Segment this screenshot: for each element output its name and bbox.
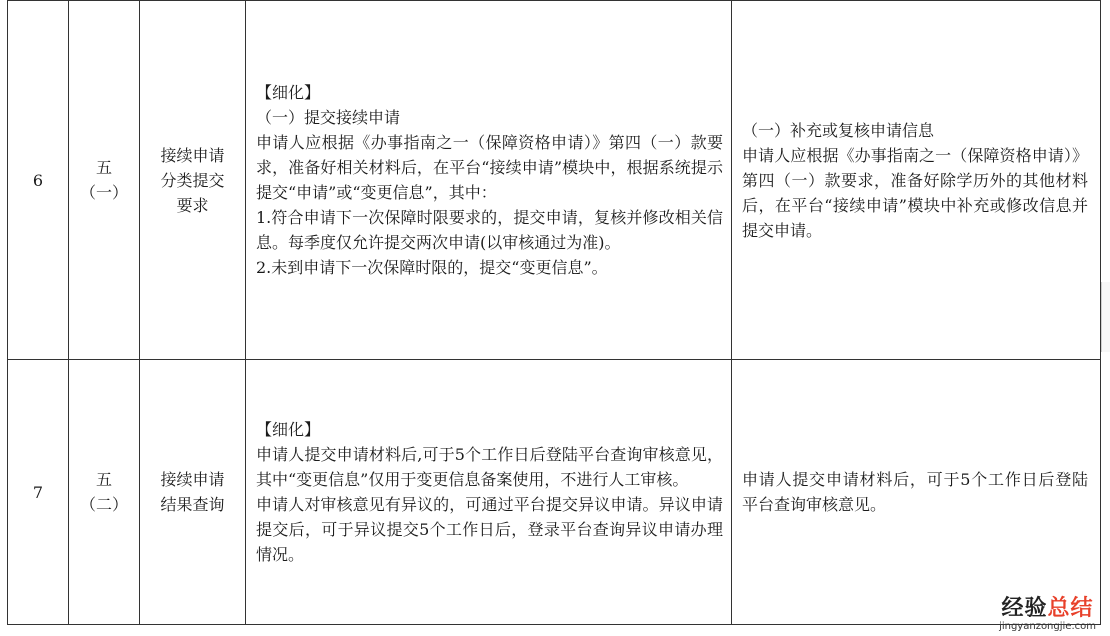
watermark-title [999,598,1096,620]
row-number: 6 [8,1,69,360]
revised-text-cell [246,1,732,360]
revised-paragraph: 申请人提交申请材料后,可于5个工作日后登陆平台查询审核意见，其中“变更信息”仅用于变更信息备案使用，不进行人工审核。 [256,445,723,489]
clause-title-line: 要求 [176,195,209,215]
clause-title-line: 接续申请 [160,145,225,165]
revised-paragraph: 1.符合申请下一次保障时限要求的，提交申请，复核并修改相关信息。每季度仅允许提交两次申请(以审核通过为准)。 [256,208,723,252]
original-paragraph: （一）补充或复核申请信息 [742,120,935,140]
section-ref-line: 五 [95,158,112,177]
clause-title-line: 分类提交 [160,170,225,190]
clause-title [140,1,246,360]
section-ref-line: （一） [79,183,128,202]
section-ref-line: 五 [95,470,112,489]
revised-paragraph: （一）提交接续申请 [256,108,401,127]
original-paragraph: 申请人应根据《办事指南之一（保障资格申请）》第四（一）款要求，准备好除学历外的其他材料后，在平台“接续申请”模块中补充或修改信息并提交申请。 [742,145,1088,240]
section-ref [69,1,140,360]
watermark-url: jingyanzongjie.com [999,621,1096,632]
revised-paragraph: 申请人应根据《办事指南之一（保障资格申请）》第四（一）款要求，准备好相关材料后，在平台“接续申请”模块中，根据系统提示提交“申请”或“变更信息”，其中： [256,133,723,202]
original-paragraph: 申请人提交申请材料后，可于5个工作日后登陆平台查询审核意见。 [742,470,1088,514]
watermark-title-accent: 总结 [1047,596,1094,621]
watermark-title-plain: 经验 [1001,596,1048,621]
refinement-heading: 【细化】 [256,420,321,439]
section-ref [69,360,140,625]
row-number: 7 [8,360,69,625]
policy-comparison-table [7,0,1101,625]
site-watermark [999,598,1096,632]
table-row [8,360,1101,625]
revised-paragraph: 2.未到申请下一次保障时限的，提交“变更信息”。 [256,258,608,277]
section-ref-line: （二） [79,495,128,514]
clause-title-line: 结果查询 [160,495,225,514]
refinement-heading: 【细化】 [256,83,321,102]
original-text-cell [732,360,1101,625]
revised-text-cell [246,360,732,625]
revised-paragraph: 申请人对审核意见有异议的，可通过平台提交异议申请。异议申请提交后，可于异议提交5个工作日后，登录平台查询异议申请办理情况。 [256,495,723,564]
original-text-cell [732,1,1101,360]
table-row [8,1,1101,360]
clause-title-line: 接续申请 [160,470,225,489]
scrollbar-edge[interactable] [1101,282,1110,352]
clause-title [140,360,246,625]
